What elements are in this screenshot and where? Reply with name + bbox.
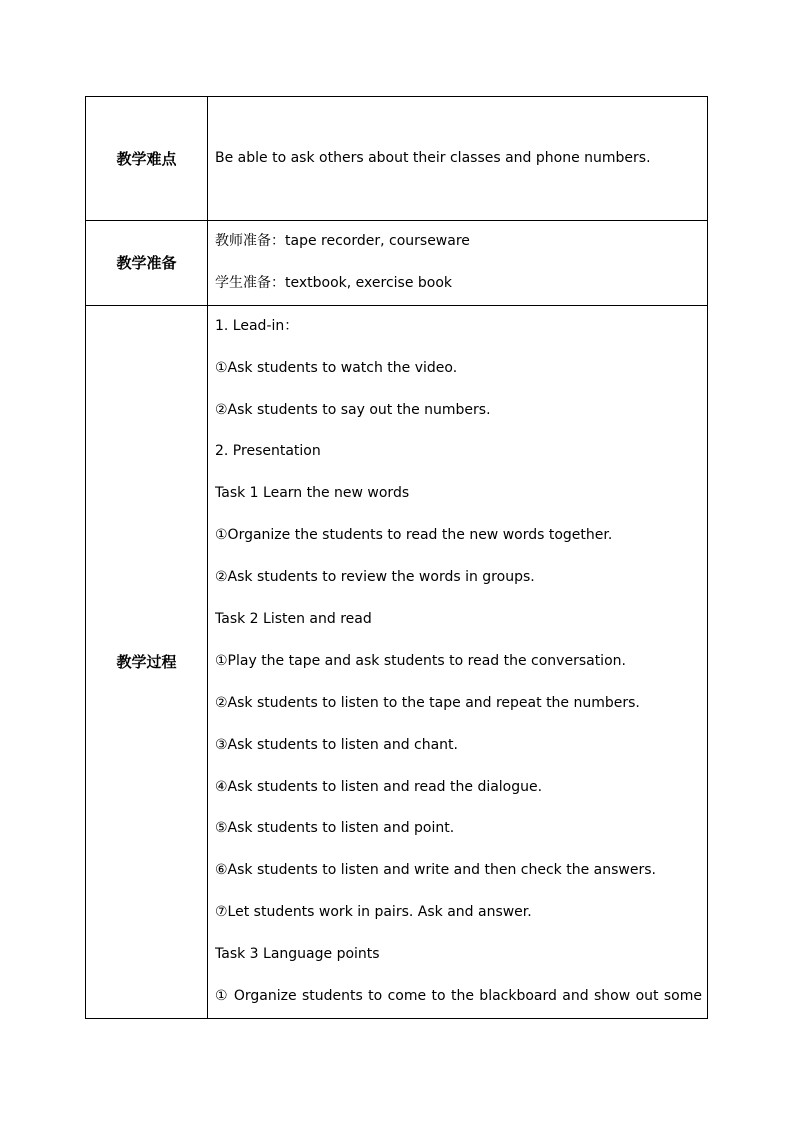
row-content-difficulties: [208, 97, 708, 221]
content-line: ①Play the tape and ask students to read the conversation.: [215, 652, 626, 669]
table-row-difficulties: [86, 97, 708, 221]
lesson-plan-table: [85, 96, 708, 1019]
content-line: 1. Lead-in：: [215, 317, 299, 334]
content-line: ②Ask students to say out the numbers.: [215, 401, 491, 418]
content-line: Task 2 Listen and read: [215, 611, 372, 628]
row-content-process: [208, 305, 708, 1018]
row-label-difficulties: 教学难点: [86, 97, 208, 221]
content-line: ①Ask students to watch the video.: [215, 359, 458, 376]
content-line: ③Ask students to listen and chant.: [215, 736, 458, 753]
row-label-process: 教学过程: [86, 305, 208, 1018]
content-line: Be able to ask others about their classes and phone numbers.: [215, 149, 651, 166]
row-label-preparation: 教学准备: [86, 221, 208, 306]
content-line: ⑥Ask students to listen and write and then check the answers.: [215, 862, 656, 879]
row-content-preparation: [208, 221, 708, 306]
content-line: ① Organize students to come to the blackboard and show out some: [215, 988, 702, 1005]
table-row-preparation: [86, 221, 708, 306]
content-line: ②Ask students to listen to the tape and repeat the numbers.: [215, 694, 640, 711]
content-line: ④Ask students to listen and read the dialogue.: [215, 778, 543, 795]
content-line: ⑤Ask students to listen and point.: [215, 820, 455, 837]
content-line: Task 1 Learn the new words: [215, 485, 410, 502]
content-line: ②Ask students to review the words in groups.: [215, 569, 535, 586]
content-line: ①Organize the students to read the new words together.: [215, 527, 613, 544]
content-line: 学生准备：textbook, exercise book: [215, 274, 453, 291]
content-line: Task 3 Language points: [215, 946, 380, 963]
content-line: 教师准备：tape recorder, courseware: [215, 233, 470, 249]
table-row-process: [86, 305, 708, 1018]
content-line: 2. Presentation: [215, 443, 321, 460]
content-line: ⑦Let students work in pairs. Ask and answer.: [215, 904, 532, 921]
